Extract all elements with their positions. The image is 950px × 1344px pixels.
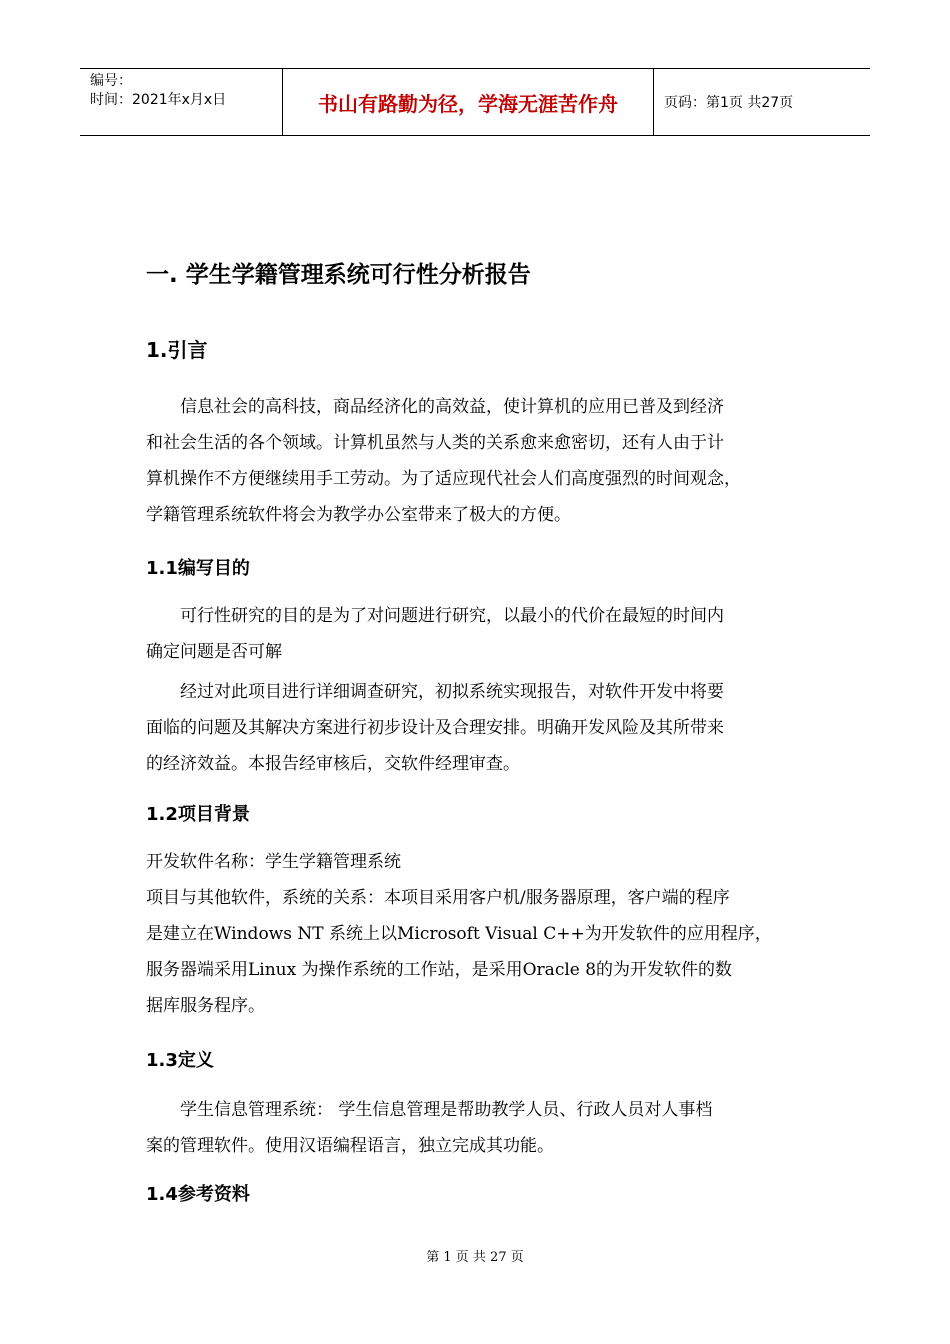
paragraph-line: 案的管理软件。使用汉语编程语言，独立完成其功能。 — [146, 1136, 554, 1156]
background-paragraph — [146, 844, 826, 1024]
purpose-paragraph-1 — [146, 598, 826, 670]
paragraph-line: 可行性研究的目的是为了对问题进行研究，以最小的代价在最短的时间内 — [180, 606, 724, 626]
paragraph-line: 信息社会的高科技，商品经济化的高效益，使计算机的应用已普及到经济 — [180, 397, 724, 417]
section-heading-purpose: 1.1编写目的 — [146, 558, 250, 579]
number-label: 编号： — [90, 73, 132, 89]
page-footer: 第 1 页 共 27 页 — [426, 1250, 524, 1265]
paragraph-line: 学籍管理系统软件将会为教学办公室带来了极大的方便。 — [146, 505, 571, 525]
paragraph-line: 开发软件名称：学生学籍管理系统 — [146, 852, 401, 872]
purpose-paragraph-2 — [146, 674, 826, 782]
section-heading-intro: 1.引言 — [146, 338, 208, 362]
paragraph-line: 的经济效益。本报告经审核后，交软件经理审查。 — [146, 754, 520, 774]
paragraph-line: 学生信息管理系统： 学生信息管理是帮助教学人员、行政人员对人事档 — [180, 1100, 713, 1120]
header-page-info: 页码：第1页 共27页 — [664, 95, 794, 111]
paragraph-line: 面临的问题及其解决方案进行初步设计及合理安排。明确开发风险及其所带来 — [146, 718, 724, 738]
section-heading-references: 1.4参考资料 — [146, 1184, 250, 1205]
paragraph-line: 服务器端采用Linux 为操作系统的工作站，是采用Oracle 8的为开发软件的数 — [146, 960, 733, 980]
definition-paragraph — [146, 1092, 826, 1164]
header-meta — [80, 69, 282, 135]
paragraph-line: 是建立在Windows NT 系统上以Microsoft Visual C++为开发软件的应用程序， — [146, 924, 772, 944]
section-heading-background: 1.2项目背景 — [146, 804, 250, 825]
paragraph-line: 经过对此项目进行详细调查研究，初拟系统实现报告，对软件开发中将要 — [180, 682, 724, 702]
paragraph-line: 项目与其他软件，系统的关系：本项目采用客户机/服务器原理，客户端的程序 — [146, 888, 730, 908]
header-motto: 书山有路勤为径，学海无涯苦作舟 — [282, 69, 654, 135]
paragraph-line: 确定问题是否可解 — [146, 642, 282, 662]
paragraph-line: 算机操作不方便继续用手工劳动。为了适应现代社会人们高度强烈的时间观念， — [146, 469, 741, 489]
paragraph-line: 和社会生活的各个领域。计算机虽然与人类的关系愈来愈密切，还有人由于计 — [146, 433, 724, 453]
document-title: 一. 学生学籍管理系统可行性分析报告 — [146, 262, 531, 288]
intro-paragraph — [146, 389, 826, 533]
section-heading-definition: 1.3定义 — [146, 1050, 214, 1071]
date-line: 时间：2021年x月x日 — [90, 92, 227, 108]
paragraph-line: 据库服务程序。 — [146, 996, 265, 1016]
document-header — [80, 68, 870, 136]
